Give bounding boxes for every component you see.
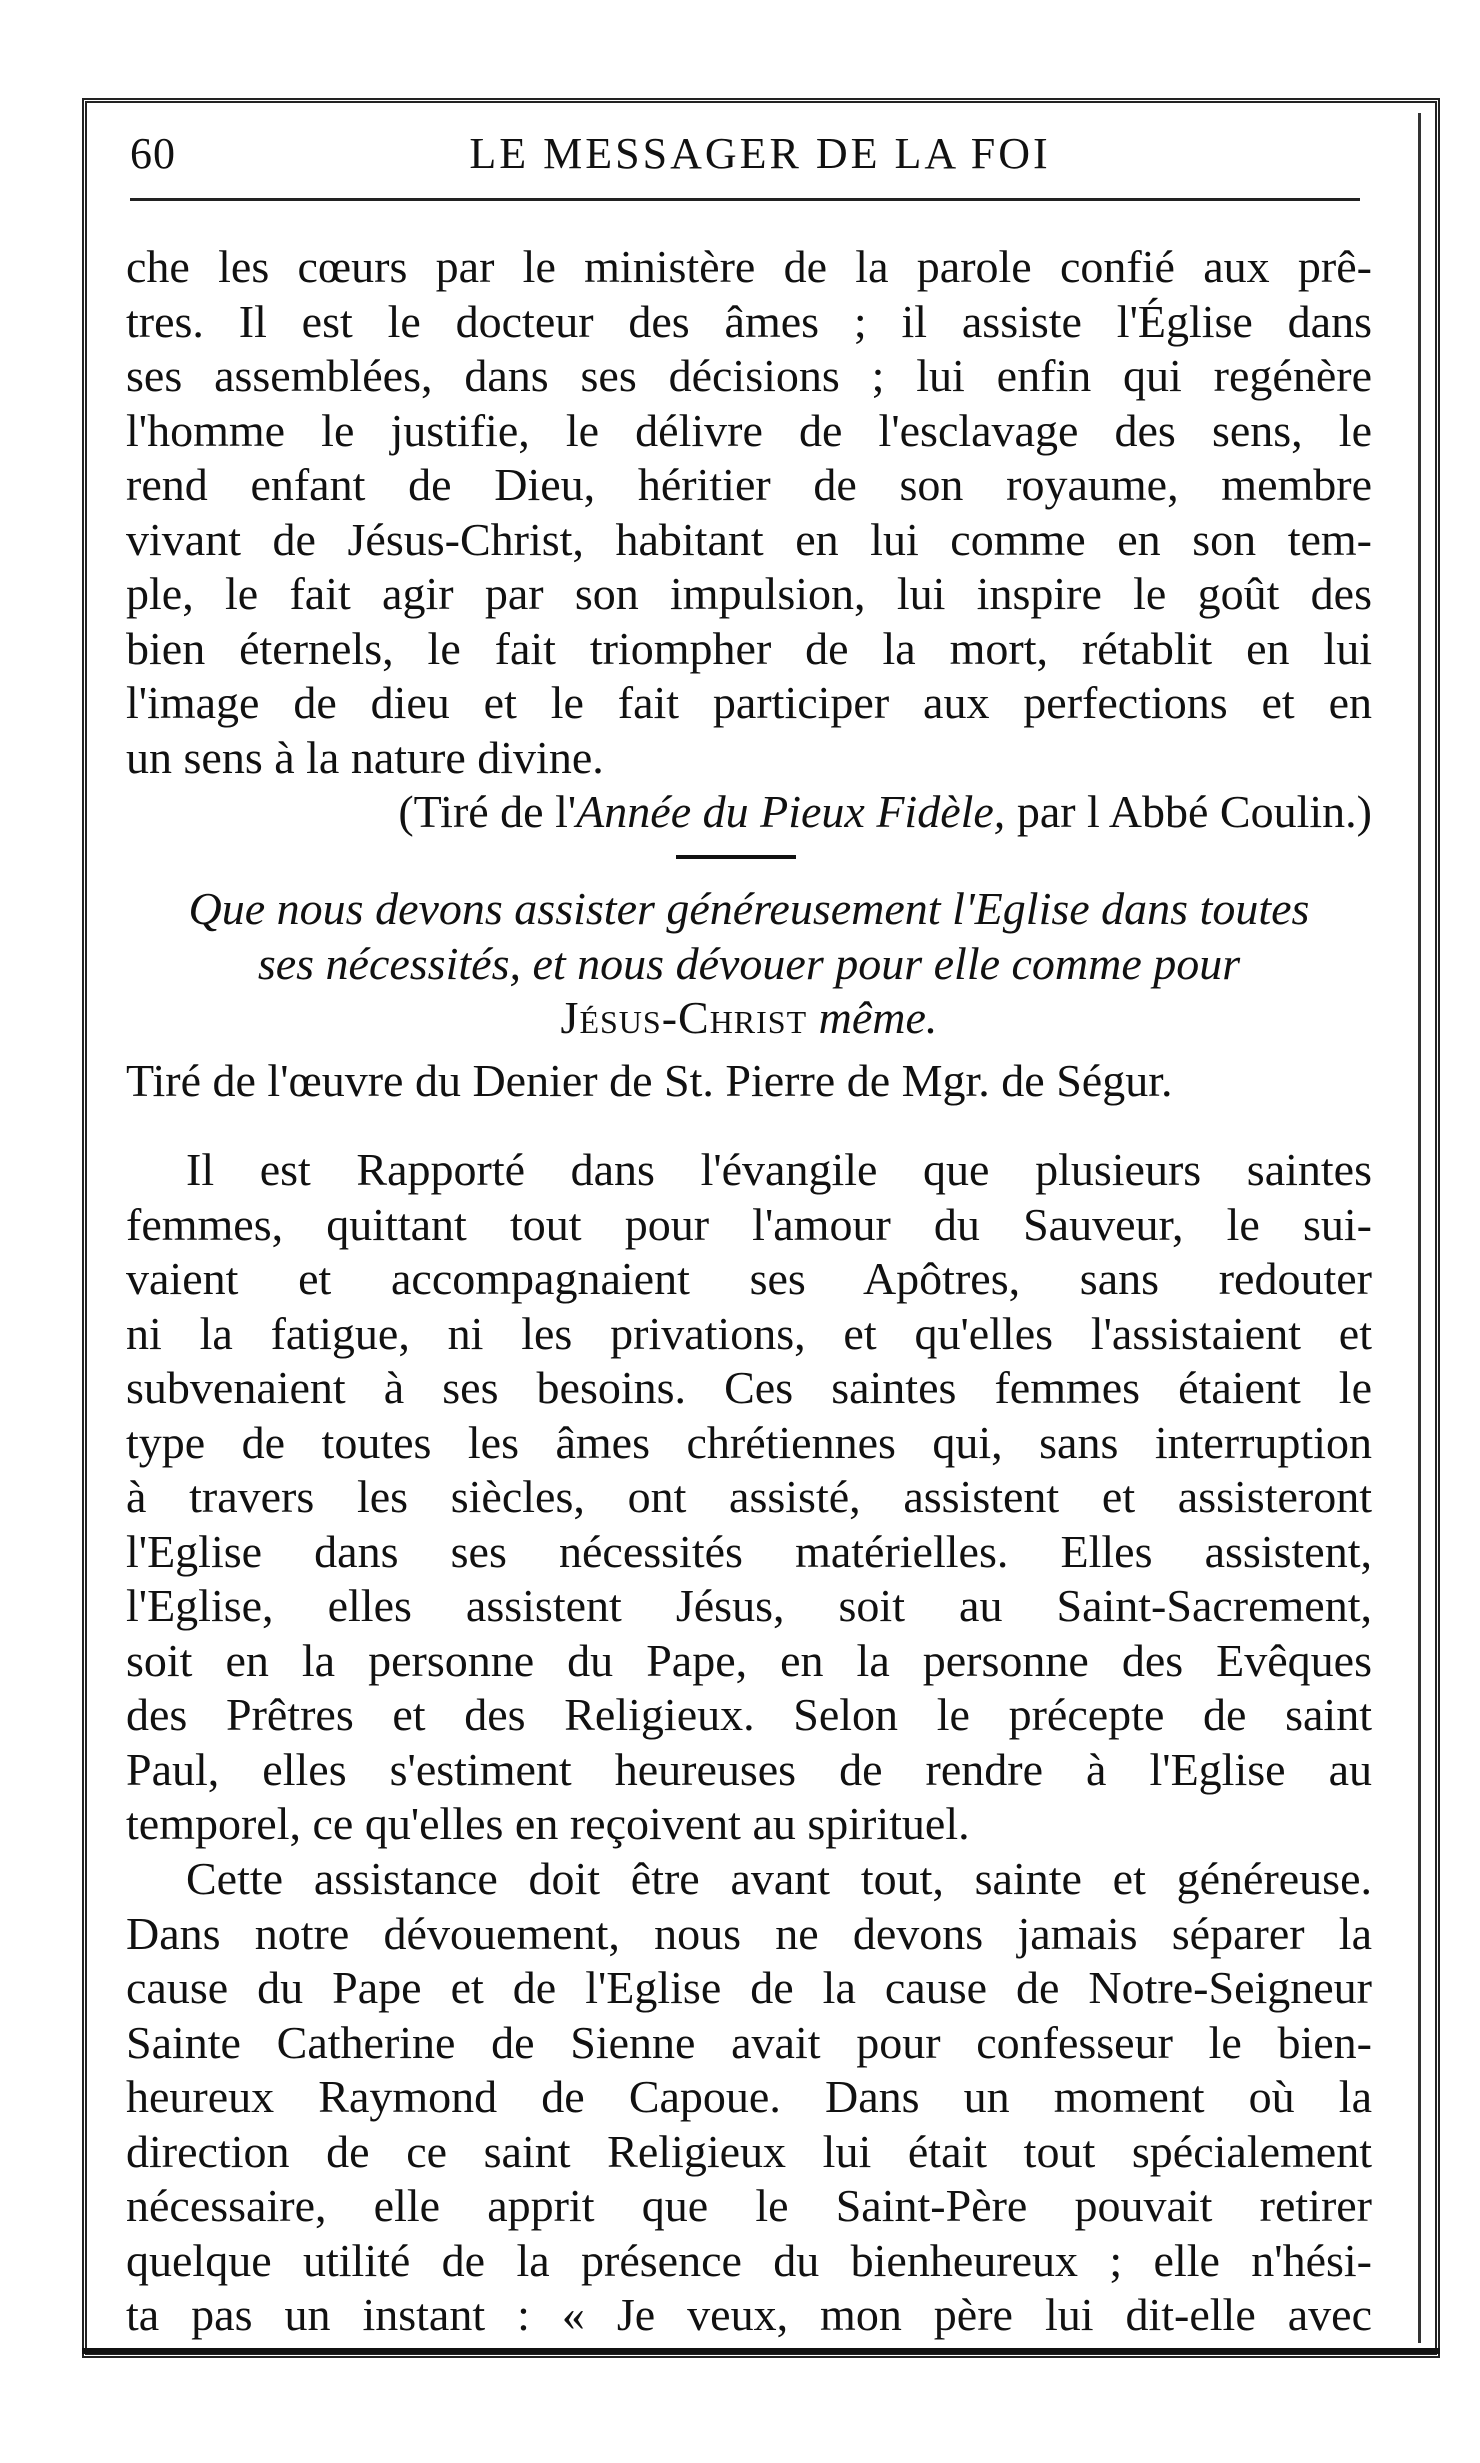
text-line: vivant de Jésus-Christ, habitant en lui comme en son tem-: [126, 513, 1372, 565]
text-line: Cette assistance doit être avant tout, sainte et généreuse.: [186, 1853, 1372, 1904]
text-line: Dans notre dévouement, nous ne devons jamais séparer la: [126, 1907, 1372, 1959]
text-line: che les cœurs par le ministère de la parole confié aux prê-: [126, 241, 1372, 292]
running-title: LE MESSAGER DE LA FOI: [469, 129, 1051, 178]
text-line: nécessaire, elle apprit que le Saint-Père pouvait retirer: [126, 2180, 1372, 2231]
source-suffix: par l Abbé Coulin.): [1005, 786, 1372, 837]
text-line: l'image de dieu et le fait participer aux perfections et en: [126, 677, 1372, 728]
text-line: un sens à la nature divine.: [126, 731, 604, 783]
text-line: des Prêtres et des Religieux. Selon le précepte de saint: [126, 1689, 1372, 1740]
text-line: quelque utilité de la présence du bienheureux ; elle n'hési-: [126, 2234, 1372, 2286]
heading-rest: même.: [807, 992, 938, 1043]
text-line: ta pas un instant : « Je veux, mon père lui dit-elle avec: [126, 2289, 1372, 2340]
source-prefix: (Tiré de l': [398, 786, 577, 837]
text-line: heureux Raymond de Capoue. Dans un moment où la: [126, 2071, 1372, 2122]
paragraph-continuation: [126, 240, 1372, 840]
section-heading: [126, 882, 1372, 1108]
text-line: temporel, ce qu'elles en reçoivent au spirituel.: [126, 1798, 970, 1849]
text-line: à travers les siècles, ont assisté, assistent et assisteront: [126, 1471, 1372, 1522]
text-line: soit en la personne du Pape, en la personne des Evêques: [126, 1634, 1372, 1686]
text-line: l'Eglise, elles assistent Jésus, soit au Saint-Sacrement,: [126, 1580, 1372, 1631]
heading-line: [126, 991, 1372, 1046]
text-line: tres. Il est le docteur des âmes ; il assiste l'Église dans: [126, 295, 1372, 347]
text-line: type de toutes les âmes chrétiennes qui, sans interruption: [126, 1416, 1372, 1468]
source-title: Année du Pieux Fidèle,: [576, 786, 1006, 837]
heading-line: ses nécessités, et nous dévouer pour elle comme pour: [257, 937, 1241, 989]
text-line: femmes, quittant tout pour l'amour du Sauveur, le sui-: [126, 1198, 1372, 1250]
text-line: Il est Rapporté dans l'évangile que plusieurs saintes: [186, 1144, 1372, 1195]
text-line: bien éternels, le fait triompher de la mort, rétablit en lui: [126, 622, 1372, 674]
heading-line: Que nous devons assister généreusement l'Eglise dans toutes: [188, 883, 1310, 934]
text-line: subvenaient à ses besoins. Ces saintes femmes étaient le: [126, 1362, 1372, 1413]
frame-bottom-rule: [82, 2348, 1440, 2354]
text-line: ni la fatigue, ni les privations, et qu'elles l'assistaient et: [126, 1307, 1372, 1359]
text-line: l'homme le justifie, le délivre de l'esclavage des sens, le: [126, 404, 1372, 456]
text-line: Paul, elles s'estiment heureuses de rendre à l'Eglise au: [126, 1743, 1372, 1795]
frame-inner-rule: [1418, 113, 1421, 2343]
source-citation: [126, 785, 1372, 840]
paragraph-3: [126, 1852, 1372, 2343]
text-line: ple, le fait agir par son impulsion, lui inspire le goût des: [126, 568, 1372, 619]
heading-attribution: Tiré de l'œuvre du Denier de St. Pierre de Mgr. de Ségur.: [126, 1054, 1173, 1106]
text-line: l'Eglise dans ses nécessités matérielles. Elles assistent,: [126, 1525, 1372, 1577]
text-line: cause du Pape et de l'Eglise de la cause de Notre-Seigneur: [126, 1962, 1372, 2013]
page-header: [130, 128, 1370, 198]
text-line: Sainte Catherine de Sienne avait pour confesseur le bien-: [126, 2016, 1372, 2068]
header-rule: [130, 198, 1360, 201]
text-line: vaient et accompagnaient ses Apôtres, sans redouter: [126, 1253, 1372, 1304]
page-number: 60: [130, 129, 176, 178]
section-divider: [676, 855, 796, 859]
text-line: rend enfant de Dieu, héritier de son royaume, membre: [126, 459, 1372, 510]
text-line: ses assemblées, dans ses décisions ; lui enfin qui regénère: [126, 350, 1372, 401]
heading-name: Jésus-Christ: [560, 992, 808, 1043]
paragraph-2: [126, 1143, 1372, 1852]
text-line: direction de ce saint Religieux lui était tout spécialement: [126, 2125, 1372, 2177]
